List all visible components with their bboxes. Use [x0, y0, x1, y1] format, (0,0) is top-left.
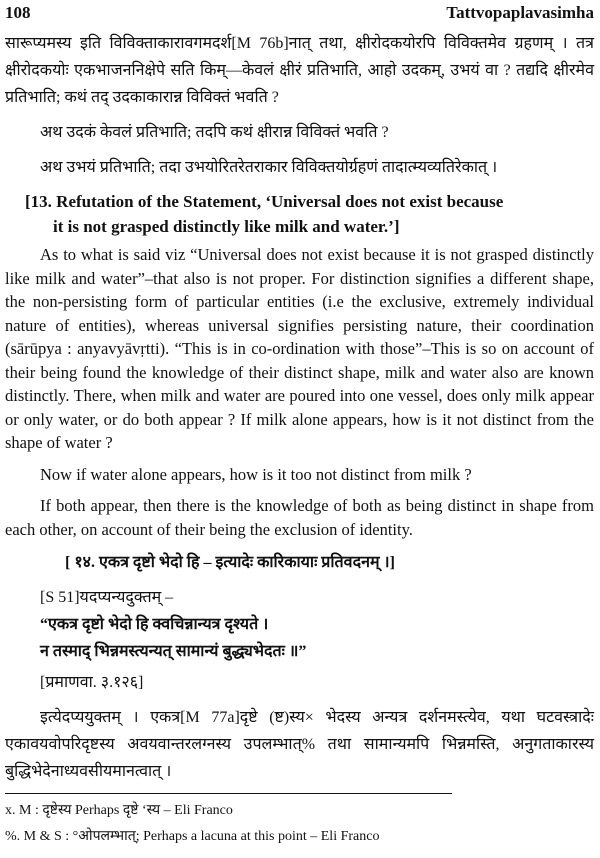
section-heading-line-1: [13. Refutation of the Statement, ‘Universal does not exist because [25, 192, 504, 211]
verse-source: [प्रमाणवा. ३.१२६] [40, 674, 144, 691]
sanskrit-paragraph-1: सारूप्यमस्य इति विविक्ताकारावगमदर्श[M 76b]नात् तथा, क्षीरोदकयोरपि विविक्तमेव ग्रहणम् । तत्र क्षीरोदकयोः एकभाजननिक्षेपे सति किम्—केवलं क्षीरं प्रतिभाति, आहो उदकम्, उभयं वा ? तद्यदि क्षीरमेव प्रतिभाति; कथं तद् उदकाकारान्न विविक्तं भवति ? [5, 35, 594, 106]
citation-intro: [S 51]यदप्यन्यदुक्तम् – [40, 589, 174, 606]
footnote-x: x. M : दृष्टेस्य Perhaps दृष्टे ‘स्य – Eli Franco [5, 803, 233, 818]
footnote-divider [5, 793, 452, 794]
sanskrit-paragraph-final: इत्येदप्ययुक्तम् । एकत्र[M 77a]दृष्टे (ष्ट)स्य× भेदस्य अन्यत्र दर्शनमस्त्येव, यथा घटवस्त्रादेः एकावयवोपरिदृष्टस्य अवयवान्तरलग्नस्य उपलम्भात्% तथा सामान्यमपि भिन्नमस्ति, अनुगताकारस्य बुद्धिभेदेनाध्यवसीयमानत्वात् । [5, 709, 594, 780]
footnotes [5, 798, 594, 850]
verse-line-2: न तस्माद् भिन्नमस्त्यन्यत् सामान्यं बुद्ध्यभेदतः ॥” [40, 643, 307, 660]
page-header [5, 2, 594, 26]
sanskrit-section-heading: [ १४. एकत्र दृष्टो भेदो हि – इत्यादेः कारिकायाः प्रतिवदनम् ।] [65, 554, 395, 571]
verse-line-1: “एकत्र दृष्टो भेदो हि क्वचिन्नान्यत्र दृश्यते । [40, 616, 269, 633]
running-title: Tattvopaplavasimha [446, 3, 594, 22]
section-heading [5, 189, 594, 239]
sanskrit-line-3: अथ उभयं प्रतिभाति; तदा उभयोरितरेतराकार विविक्तयोर्ग्रहणं तादात्म्यव्यतिरेकात् । [40, 159, 498, 176]
sanskrit-line-2: अथ उदकं केवलं प्रतिभाति; तदपि कथं क्षीरान्न विविक्तं भवति ? [40, 124, 389, 141]
english-paragraph-3: If both appear, then there is the knowledge of both as being distinct in shape from each other, on account of their being the exclusion of identity. [5, 496, 594, 539]
english-paragraph-1: As to what is said viz “Universal does not exist because it is not grasped distinctly like milk and water”–that also is not proper. For distinction signifies a different shape, the non-persisting form of particular entities (i.e the exclusive, extremely individual nature of entities), whereas universal signifies persisting nature, their coordination (sārūpya : anyavyāvṛtti). “This is in co-ordination with those”–This is so on account of their being found the knowledge of their distinct shape, milk and water also are known distinctly. There, when milk and water are poured into one vessel, does only milk appear or only water, or do both appear ? If milk alone appears, how is it not distinct from the shape of water ? [5, 245, 594, 452]
english-paragraph-2: Now if water alone appears, how is it too not distinct from milk ? [40, 464, 472, 484]
page-number: 108 [5, 3, 31, 22]
section-heading-line-2: it is not grasped distinctly like milk and water.’] [53, 217, 400, 236]
footnote-percent: %. M & S : °ओपलम्भात्; Perhaps a lacuna at this point – Eli Franco [5, 829, 380, 844]
